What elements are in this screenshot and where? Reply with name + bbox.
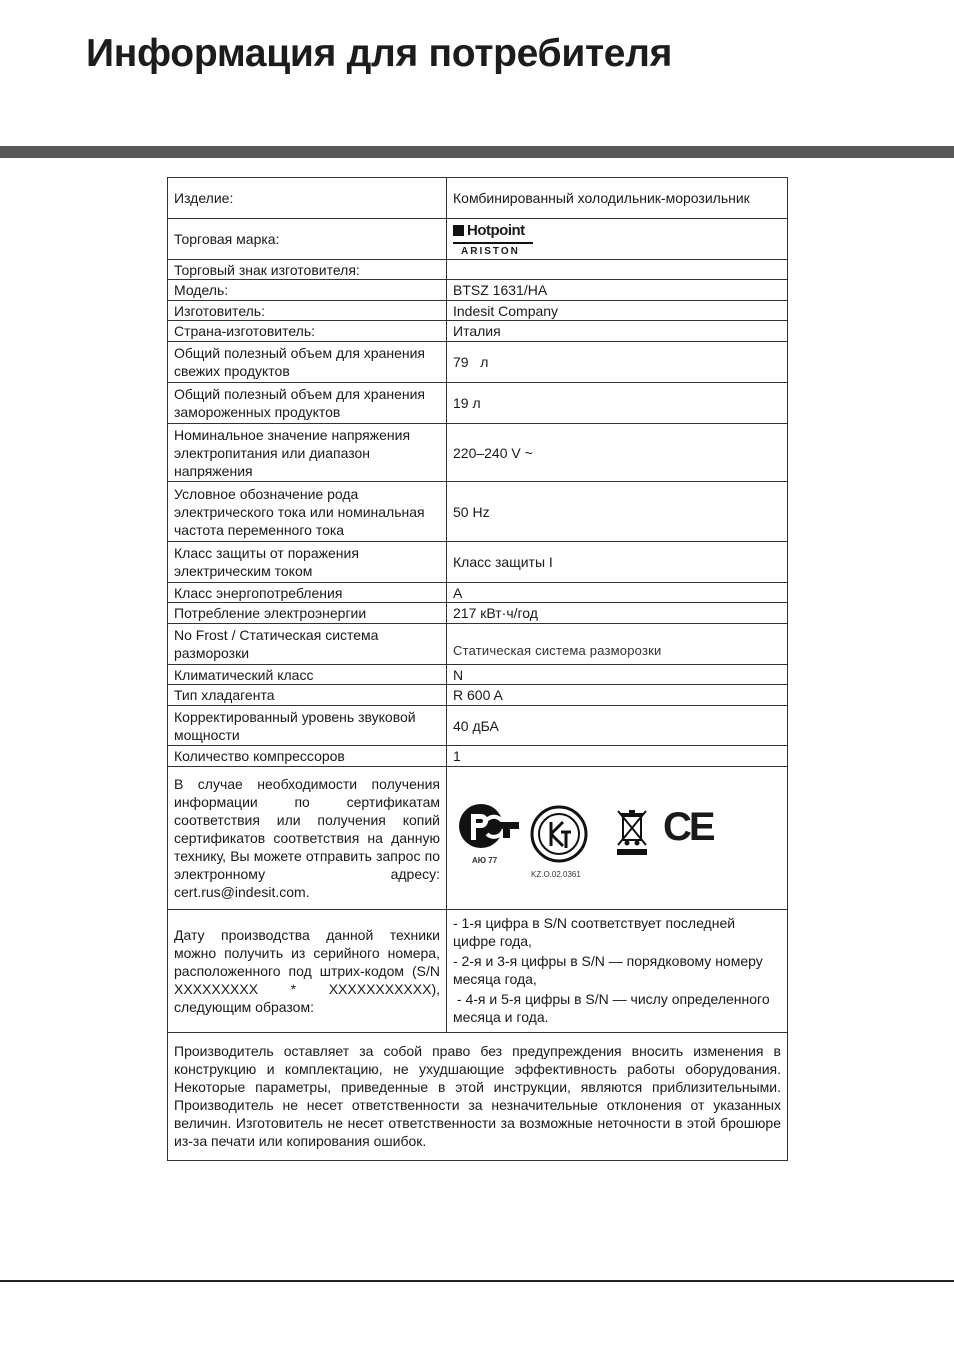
serial-rule-3: - 4-я и 5-я цифры в S/N — числу определенного месяца и года. [453, 991, 774, 1025]
row-value: BTSZ 1631/HA [447, 280, 788, 301]
table-row [168, 260, 788, 280]
row-value: 50 Hz [447, 482, 788, 542]
product-info-table [167, 177, 788, 1161]
serial-rule-2: - 2-я и 3-я цифры в S/N — порядковому номеру месяца года, [453, 953, 763, 987]
row-label: Корректированный уровень звуковой мощности [168, 706, 447, 746]
row-label: No Frost / Статическая система разморозки [168, 624, 447, 665]
brand-logo-cell [447, 219, 788, 260]
header-divider-bar [0, 146, 954, 158]
row-label: Торговая марка: [168, 219, 447, 260]
table-row [168, 603, 788, 624]
logo-underline [453, 242, 533, 244]
kz-code-label: KZ.O.02.0361 [531, 869, 581, 879]
row-value: A [447, 583, 788, 603]
row-value: Комбинированный холодильник-морозильник [447, 178, 788, 219]
gost-r-mark-icon [457, 802, 521, 850]
row-label: Класс защиты от поражения электрическим током [168, 542, 447, 583]
row-label: Номинальное значение напряжения электропитания или диапазон напряжения [168, 424, 447, 482]
table-row [168, 383, 788, 424]
hotpoint-ariston-logo [453, 221, 533, 258]
row-label: Изделие: [168, 178, 447, 219]
disclaimer-text: Производитель оставляет за собой право без предупреждения вносить изменения в конструкцию и комплектацию, не ухудшающие эффективность работы оборудования. Некоторые параметры, приведенные в этой инструкции, являются приблизительными. Производитель не несет ответственности за незначительные отклонения от указанных величин. Изготовитель не несет ответственности за возможные неточности в этой брошюре из-за печати или копирования ошибок. [168, 1033, 788, 1161]
row-value: R 600 A [447, 685, 788, 706]
table-row [168, 219, 788, 260]
row-value: N [447, 665, 788, 685]
serial-text: Дату производства данной техники можно получить из серийного номера, расположенного под штрих-кодом (S/N XXXXXXXXX * XXXXXXXXXXX), следующим образом: [168, 910, 447, 1033]
row-label: Общий полезный объем для хранения свежих продуктов [168, 342, 447, 383]
row-value: 40 дБА [447, 706, 788, 746]
footer-divider [0, 1280, 954, 1282]
table-row [168, 482, 788, 542]
row-value: Италия [447, 321, 788, 342]
row-value: Класс защиты I [447, 542, 788, 583]
logo-square-icon [453, 225, 464, 236]
table-row [168, 321, 788, 342]
weee-bin-icon [615, 808, 649, 858]
certification-marks-cell [447, 767, 788, 910]
table-row [168, 665, 788, 685]
certification-row [168, 767, 788, 910]
row-label: Условное обозначение рода электрического тока или номинальная частота переменного тока [168, 482, 447, 542]
row-value: 79 л [447, 342, 788, 383]
row-label: Торговый знак изготовителя: [168, 260, 447, 280]
serial-number-row [168, 910, 788, 1033]
table-row [168, 280, 788, 301]
row-label: Климатический класс [168, 665, 447, 685]
logo-ariston-text: ARISTON [461, 245, 520, 257]
table-row [168, 178, 788, 219]
row-value-cell [447, 624, 788, 665]
row-value [447, 260, 788, 280]
kz-certification-mark-icon [529, 804, 589, 864]
page-title: Информация для потребителя [86, 32, 673, 75]
row-label: Тип хладагента [168, 685, 447, 706]
row-label: Класс энергопотребления [168, 583, 447, 603]
row-value: 220–240 V ~ [447, 424, 788, 482]
footer-note-row [168, 1033, 788, 1161]
table-row [168, 342, 788, 383]
serial-rule-1: - 1-я цифра в S/N соответствует последней цифре года, [453, 915, 736, 949]
row-label: Модель: [168, 280, 447, 301]
row-value: 217 кВт·ч/год [447, 603, 788, 624]
row-label: Изготовитель: [168, 301, 447, 321]
row-label: Потребление электроэнергии [168, 603, 447, 624]
gost-code-label: АЮ 77 [472, 855, 498, 865]
table-row [168, 624, 788, 665]
row-value: 1 [447, 746, 788, 767]
certification-text: В случае необходимости получения информации по сертификатам соответствия или получения копий сертификатов соответствия на данную технику, Вы можете отправить запрос по электронному адресу: cert.rus@indesit.com. [168, 767, 447, 910]
table-row [168, 685, 788, 706]
defrost-value: Статическая система разморозки [453, 643, 662, 658]
table-row [168, 746, 788, 767]
table-row [168, 706, 788, 746]
row-label: Общий полезный объем для хранения замороженных продуктов [168, 383, 447, 424]
row-value: Indesit Company [447, 301, 788, 321]
table-row [168, 424, 788, 482]
serial-rules-cell [447, 910, 788, 1033]
ce-mark-icon: CE [663, 804, 713, 849]
table-row [168, 301, 788, 321]
table-row [168, 542, 788, 583]
row-label: Страна-изготовитель: [168, 321, 447, 342]
row-label: Количество компрессоров [168, 746, 447, 767]
row-value: 19 л [447, 383, 788, 424]
table-row [168, 583, 788, 603]
logo-hotpoint-text: Hotpoint [467, 221, 525, 239]
